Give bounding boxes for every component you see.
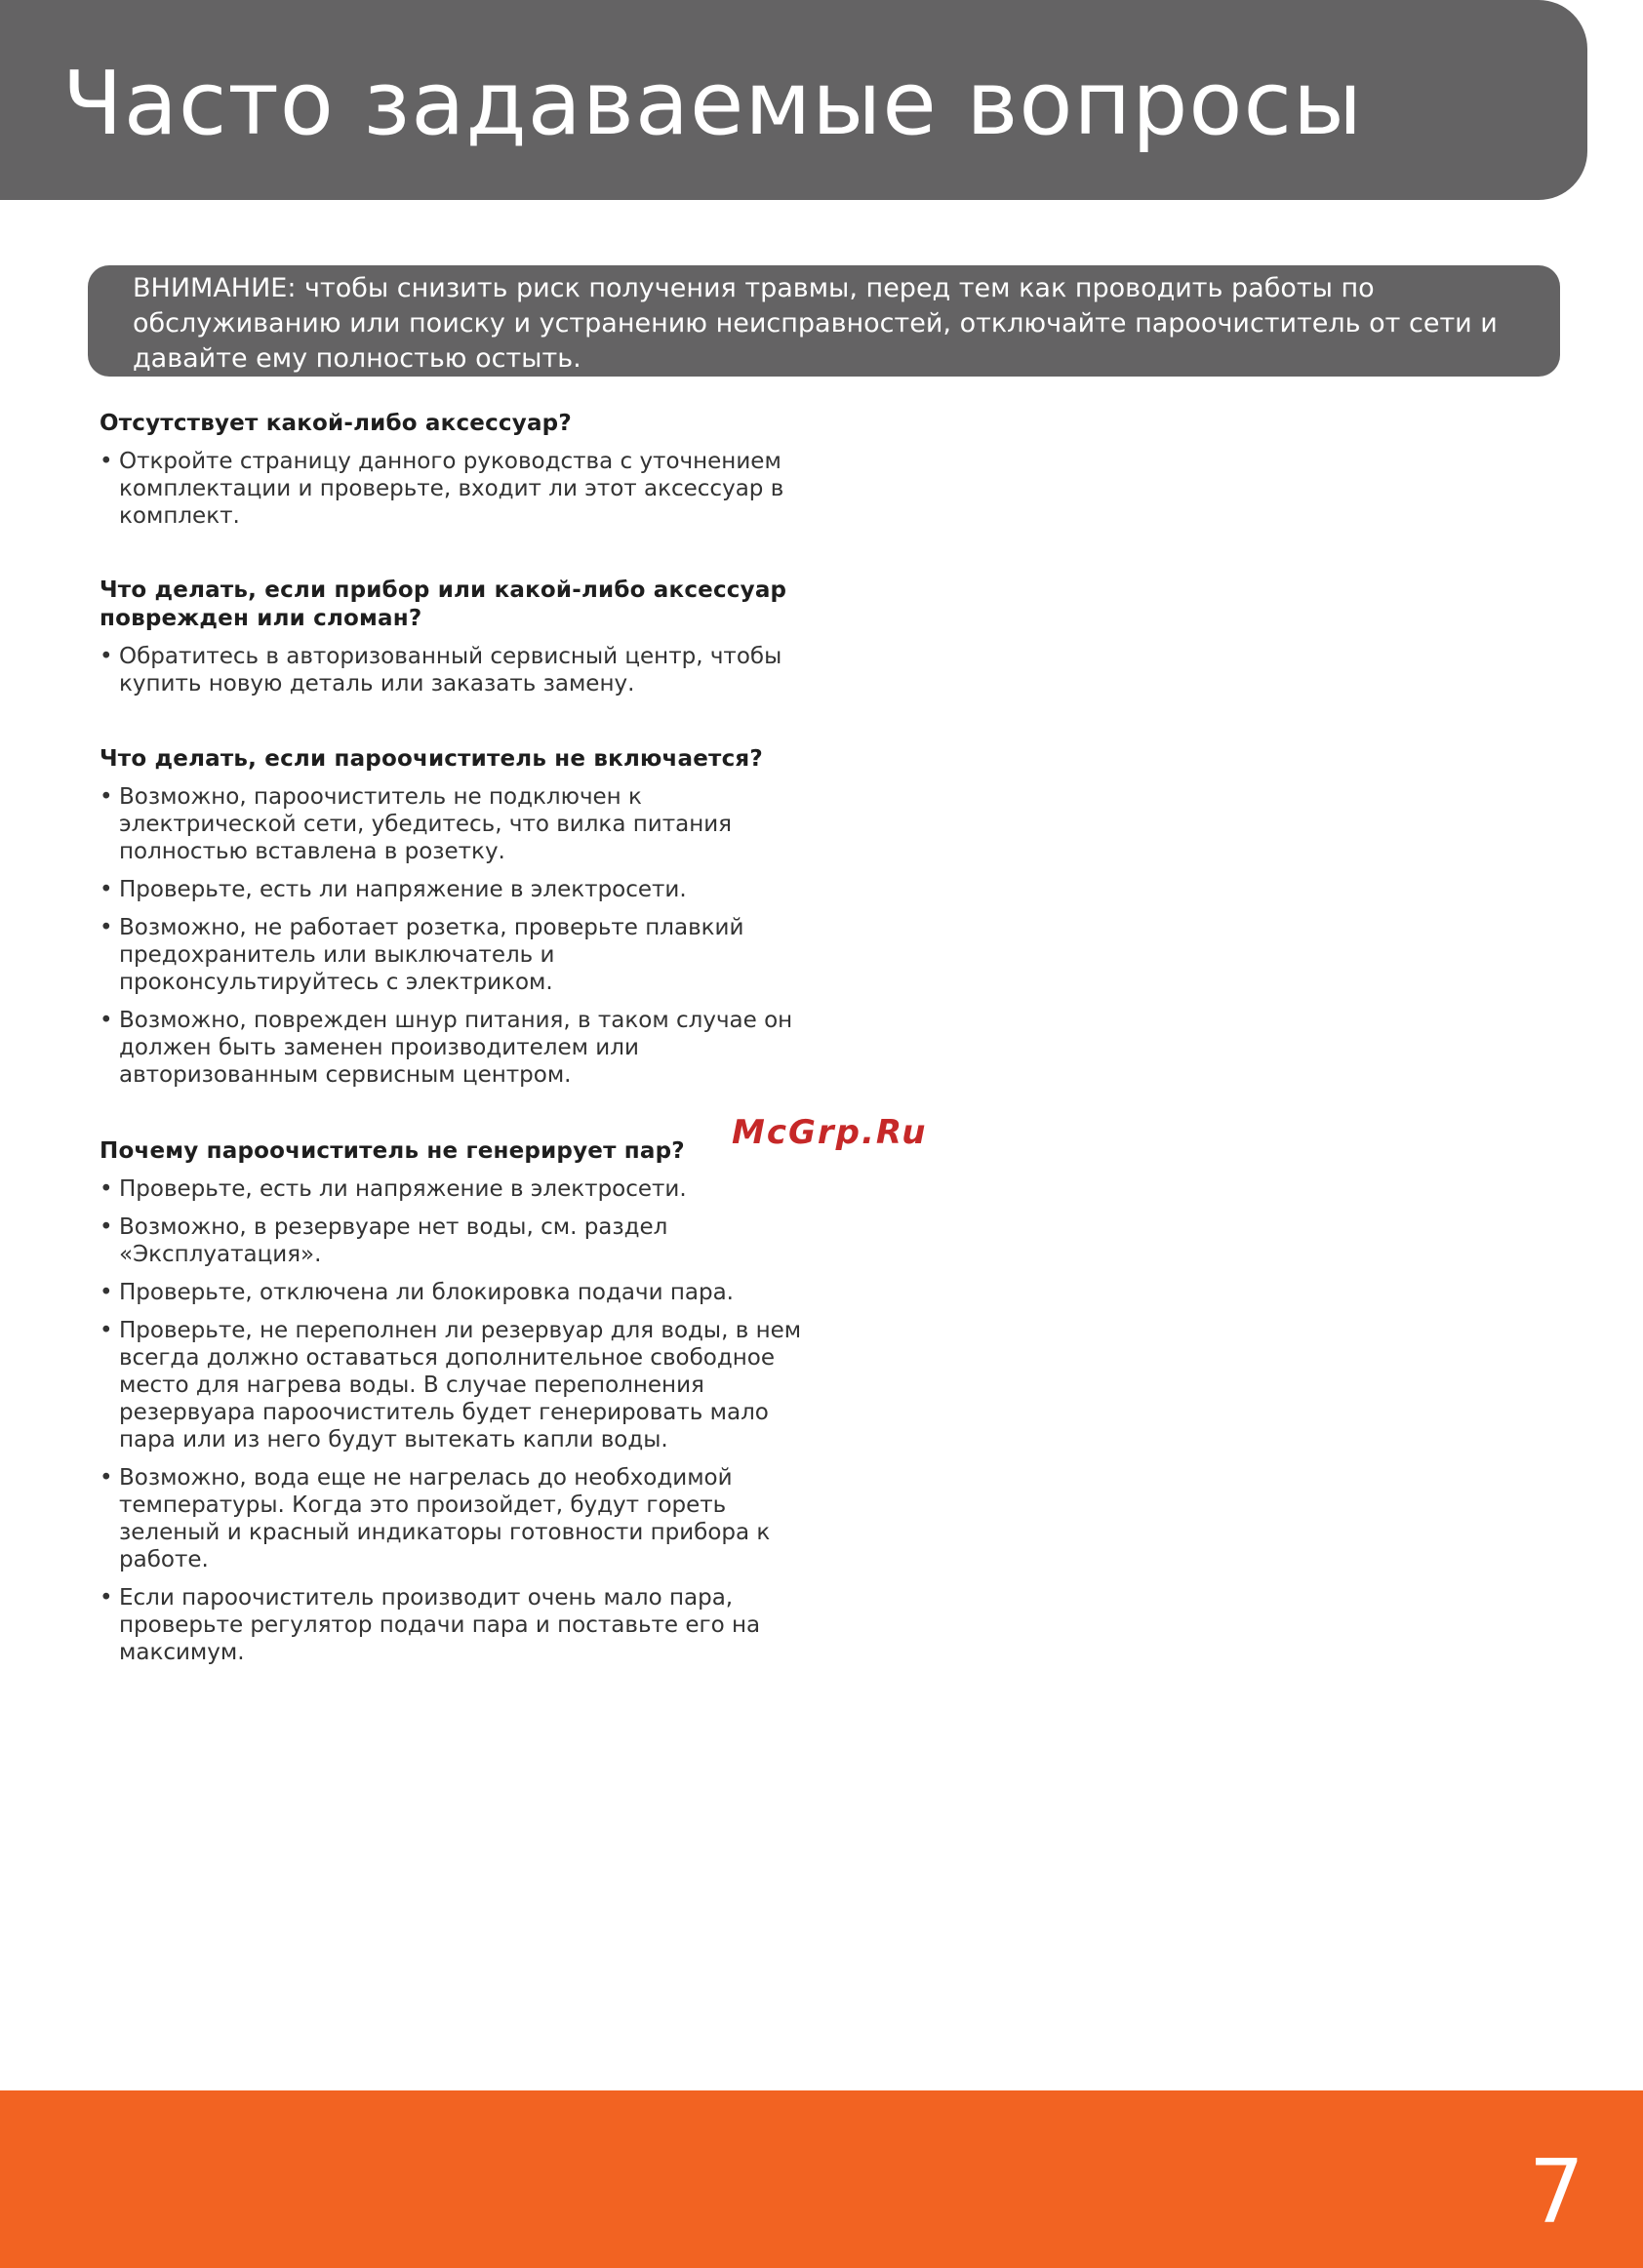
- bullet-icon: •: [100, 1465, 113, 1491]
- faq-answer-text: Возможно, в резервуаре нет воды, см. раздел «Эксплуатация».: [119, 1214, 668, 1267]
- faq-answer-text: Если пароочиститель производит очень мало пара, проверьте регулятор подачи пара и поставьте его на максимум.: [119, 1585, 761, 1665]
- faq-answer: [100, 1279, 802, 1306]
- bullet-icon: •: [100, 1176, 113, 1202]
- faq-question: Что делать, если пароочиститель не включается?: [100, 746, 763, 772]
- faq-answer-text: Обратитесь в авторизованный сервисный центр, чтобы купить новую деталь или заказать замену.: [119, 644, 782, 696]
- faq-answer-text: Проверьте, не переполнен ли резервуар для воды, в нем всегда должно оставаться дополнительное свободное место для нагрева воды. В случае переполнения резервуара пароочиститель будет генерировать мало пара или из него будут вытекать капли воды.: [119, 1318, 802, 1452]
- bullet-icon: •: [100, 644, 113, 669]
- bullet-icon: •: [100, 1214, 113, 1240]
- faq-answer: [100, 1317, 802, 1453]
- faq-question: Отсутствует какой-либо аксессуар?: [100, 411, 572, 436]
- faq-answer-text: Возможно, не работает розетка, проверьте плавкий предохранитель или выключатель и проконсультируйтесь с электриком.: [119, 915, 744, 995]
- footer-bar: [0, 2090, 1643, 2268]
- bullet-icon: •: [100, 449, 113, 474]
- faq-answer: [100, 1584, 802, 1666]
- faq-answer-text: Проверьте, отключена ли блокировка подачи пара.: [119, 1280, 734, 1305]
- watermark: McGrp.Ru: [732, 1113, 928, 1152]
- faq-answer-text: Проверьте, есть ли напряжение в электросети.: [119, 877, 687, 902]
- faq-answer: [100, 1007, 802, 1089]
- warning-box: [88, 265, 1560, 377]
- header-bar: [0, 0, 1587, 200]
- bullet-icon: •: [100, 1008, 113, 1033]
- bullet-icon: •: [100, 1318, 113, 1343]
- faq-answer: [100, 1464, 802, 1573]
- warning-text: ВНИМАНИЕ: чтобы снизить риск получения травмы, перед тем как проводить работы по обслуживанию или поиску и устранению неисправностей, отключайте пароочиститель от сети и давайте ему полностью остыть.: [133, 273, 1498, 374]
- faq-answer-text: Откройте страницу данного руководства с уточнением комплектации и проверьте, входит ли этот аксессуар в комплект.: [119, 449, 784, 529]
- faq-answer-text: Проверьте, есть ли напряжение в электросети.: [119, 1176, 687, 1202]
- faq-answer: [100, 1175, 802, 1203]
- faq-section: [100, 745, 802, 1089]
- bullet-icon: •: [100, 1280, 113, 1305]
- faq-question: Что делать, если прибор или какой-либо аксессуар поврежден или сломан?: [100, 577, 787, 631]
- faq-answer: [100, 914, 802, 996]
- faq-section: [100, 1137, 802, 1666]
- faq-answer: [100, 643, 802, 697]
- faq-answer-text: Возможно, поврежден шнур питания, в таком случае он должен быть заменен производителем или авторизованным сервисным центром.: [119, 1008, 793, 1088]
- bullet-icon: •: [100, 877, 113, 902]
- bullet-icon: •: [100, 784, 113, 810]
- faq-answer: [100, 783, 802, 865]
- faq-question: Почему пароочиститель не генерирует пар?: [100, 1138, 685, 1164]
- faq-section: [100, 410, 802, 530]
- faq-content: [100, 410, 802, 1715]
- faq-answer: [100, 876, 802, 903]
- faq-answer-text: Возможно, вода еще не нагрелась до необходимой температуры. Когда это произойдет, будут гореть зеленый и красный индикаторы готовности прибора к работе.: [119, 1465, 771, 1572]
- bullet-icon: •: [100, 915, 113, 940]
- faq-answer: [100, 1214, 802, 1268]
- page-title: Часто задаваемые вопросы: [62, 53, 1363, 155]
- faq-section: [100, 577, 802, 697]
- faq-answer: [100, 448, 802, 530]
- bullet-icon: •: [100, 1585, 113, 1611]
- page-number: 7: [1528, 2141, 1584, 2244]
- faq-answer-text: Возможно, пароочиститель не подключен к электрической сети, убедитесь, что вилка питания полностью вставлена в розетку.: [119, 784, 733, 864]
